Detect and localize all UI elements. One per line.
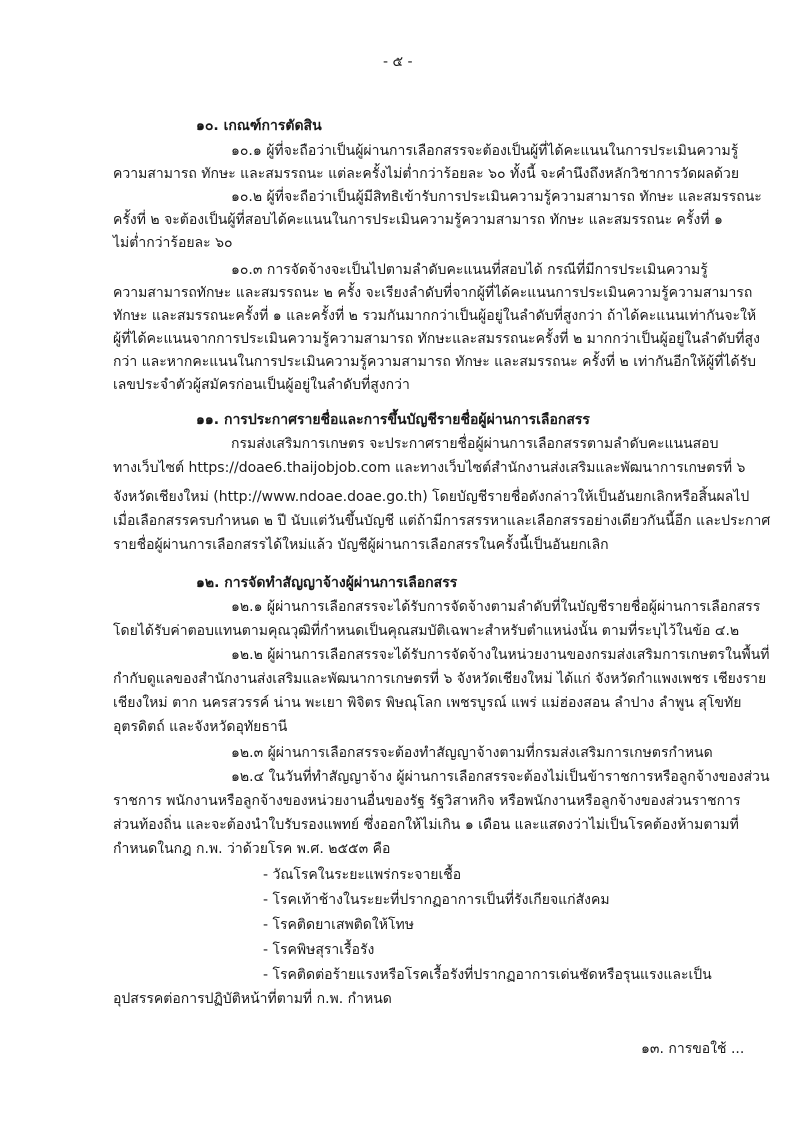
section-11-line-3: จังหวัดเชียงใหม่ (http://www.ndoae.doae.go.th) โดยบัญชีรายชื่อดังกล่าวให้เป็นอันยกเลิกหรือสิ้นผลไป	[113, 489, 750, 505]
section-12-4-line-4: กำหนดในกฎ ก.พ. ว่าด้วยโรค พ.ศ. ๒๕๕๓ คือ	[113, 841, 391, 857]
section-11-line-4: เมื่อเลือกสรรครบกำหนด ๒ ปี นับแต่วันขึ้นบัญชี แต่ถ้ามีการสรรหาและเลือกสรรอย่างเดียวกันนี้อีก และประกาศ	[113, 513, 771, 529]
section-12-2-line-4: อุตรดิตถ์ และจังหวัดอุทัยธานี	[113, 719, 288, 735]
section-12-2-line-1: ๑๒.๒ ผู้ผ่านการเลือกสรรจะได้รับการจัดจ้างในหน่วยงานของกรมส่งเสริมการเกษตรในพื้นที่	[231, 647, 770, 663]
section-11-heading: ๑๑. การประกาศรายชื่อและการขึ้นบัญชีรายชื่อผู้ผ่านการเลือกสรร	[196, 412, 590, 428]
section-10-1-line-2: ความสามารถ ทักษะ และสมรรถนะ แต่ละครั้งไม่ต่ำกว่าร้อยละ ๖๐ ทั้งนี้ จะคำนึงถึงหลักวิชาการวัดผลด้วย	[113, 166, 740, 182]
disease-list-item: - โรคติดต่อร้ายแรงหรือโรคเรื้อรังที่ปรากฏอาการเด่นชัดหรือรุนแรงและเป็น	[263, 967, 712, 983]
section-10-3-line-2: ความสามารถทักษะ และสมรรถนะ ๒ ครั้ง จะเรียงลำดับที่จากผู้ที่ได้คะแนนการประเมินความรู้ความสามารถ	[113, 285, 753, 301]
section-12-1-line-2: โดยได้รับค่าตอบแทนตามคุณวุฒิที่กำหนดเป็นคุณสมบัติเฉพาะสำหรับตำแหน่งนั้น ตามที่ระบุไว้ในข้อ ๔.๒	[113, 623, 740, 639]
section-12-4-line-2: ราชการ พนักงานหรือลูกจ้างของหน่วยงานอื่นของรัฐ รัฐวิสาหกิจ หรือพนักงานหรือลูกจ้างของส่วนราชการ	[113, 793, 741, 809]
section-11-line-5: รายชื่อผู้ผ่านการเลือกสรรได้ใหม่แล้ว บัญชีผู้ผ่านการเลือกสรรในครั้งนี้เป็นอันยกเลิก	[113, 537, 609, 553]
disease-list-item: - โรคติดยาเสพติดให้โทษ	[263, 917, 414, 933]
disease-list-item: - โรคพิษสุราเรื้อรัง	[263, 942, 375, 958]
section-11-line-1: กรมส่งเสริมการเกษตร จะประกาศรายชื่อผู้ผ่านการเลือกสรรตามลำดับคะแนนสอบ	[231, 436, 719, 452]
section-10-2-line-3: ไม่ต่ำกว่าร้อยละ ๖๐	[113, 235, 233, 251]
disease-list-item: - โรคเท้าช้างในระยะที่ปรากฏอาการเป็นที่รังเกียจแก่สังคม	[263, 892, 610, 908]
section-12-2-line-3: เชียงใหม่ ตาก นครสวรรค์ น่าน พะเยา พิจิตร พิษณุโลก เพชรบูรณ์ แพร่ แม่ฮ่องสอน ลำปาง ลำพูน สุโขทัย	[113, 695, 742, 711]
section-12-4-line-1: ๑๒.๔ ในวันที่ทำสัญญาจ้าง ผู้ผ่านการเลือกสรรจะต้องไม่เป็นข้าราชการหรือลูกจ้างของส่วน	[231, 769, 770, 785]
section-12-heading: ๑๒. การจัดทำสัญญาจ้างผู้ผ่านการเลือกสรร	[196, 575, 458, 591]
section-10-3-line-3: ทักษะ และสมรรถนะครั้งที่ ๑ และครั้งที่ ๒ รวมกันมากกว่าเป็นผู้อยู่ในลำดับที่สูงกว่า ถ้าได้คะแนนเท่ากันจะให้	[113, 308, 757, 324]
section-12-4-line-3: ส่วนท้องถิ่น และจะต้องนำใบรับรองแพทย์ ซึ่งออกให้ไม่เกิน ๑ เดือน และแสดงว่าไม่เป็นโรคต้องห้ามตามที่	[113, 817, 739, 833]
section-10-3-line-4: ผู้ที่ได้คะแนนจากการประเมินความรู้ความสามารถ ทักษะและสมรรถนะครั้งที่ ๒ มากกว่าเป็นผู้อยู่ในลำดับที่สูง	[113, 331, 760, 347]
page-number: - ๕ -	[383, 54, 413, 70]
section-10-heading: ๑๐. เกณฑ์การตัดสิน	[196, 118, 322, 134]
section-11-line-2: ทางเว็บไซต์ https://doae6.thaijobjob.com และทางเว็บไซต์สำนักงานส่งเสริมและพัฒนาการเกษตรที่ ๖	[113, 460, 746, 476]
continuation-note: ๑๓. การขอใช้ ...	[641, 1041, 745, 1057]
section-10-1-line-1: ๑๐.๑ ผู้ที่จะถือว่าเป็นผู้ผ่านการเลือกสรรจะต้องเป็นผู้ที่ได้คะแนนในการประเมินความรู้	[231, 143, 739, 159]
section-12-1-line-1: ๑๒.๑ ผู้ผ่านการเลือกสรรจะได้รับการจัดจ้างตามลำดับที่ในบัญชีรายชื่อผู้ผ่านการเลือกสรร	[231, 599, 761, 615]
section-10-2-line-1: ๑๐.๒ ผู้ที่จะถือว่าเป็นผู้มีสิทธิเข้ารับการประเมินความรู้ความสามารถ ทักษะ และสมรรถนะ	[231, 189, 762, 205]
section-10-3-line-6: เลขประจำตัวผู้สมัครก่อนเป็นผู้อยู่ในลำดับที่สูงกว่า	[113, 377, 410, 393]
section-10-3-line-5: กว่า และหากคะแนนในการประเมินความรู้ความสามารถ ทักษะ และสมรรถนะ ครั้งที่ ๒ เท่ากันอีกให้ผู้ที่ได้รับ	[113, 354, 757, 370]
section-12-2-line-2: กำกับดูแลของสำนักงานส่งเสริมและพัฒนาการเกษตรที่ ๖ จังหวัดเชียงใหม่ ได้แก่ จังหวัดกำแพงเพชร เชียงราย	[113, 671, 767, 687]
section-10-3-line-1: ๑๐.๓ การจัดจ้างจะเป็นไปตามลำดับคะแนนที่สอบได้ กรณีที่มีการประเมินความรู้	[231, 262, 708, 278]
section-10-2-line-2: ครั้งที่ ๒ จะต้องเป็นผู้ที่สอบได้คะแนนในการประเมินความรู้ความสามารถ ทักษะ และสมรรถนะ ครั้งที่ ๑	[113, 212, 723, 228]
section-12-3-line-1: ๑๒.๓ ผู้ผ่านการเลือกสรรจะต้องทำสัญญาจ้างตามที่กรมส่งเสริมการเกษตรกำหนด	[231, 745, 713, 761]
disease-list-continuation: อุปสรรคต่อการปฏิบัติหน้าที่ตามที่ ก.พ. กำหนด	[113, 991, 392, 1007]
disease-list-item: - วัณโรคในระยะแพร่กระจายเชื้อ	[263, 867, 462, 883]
